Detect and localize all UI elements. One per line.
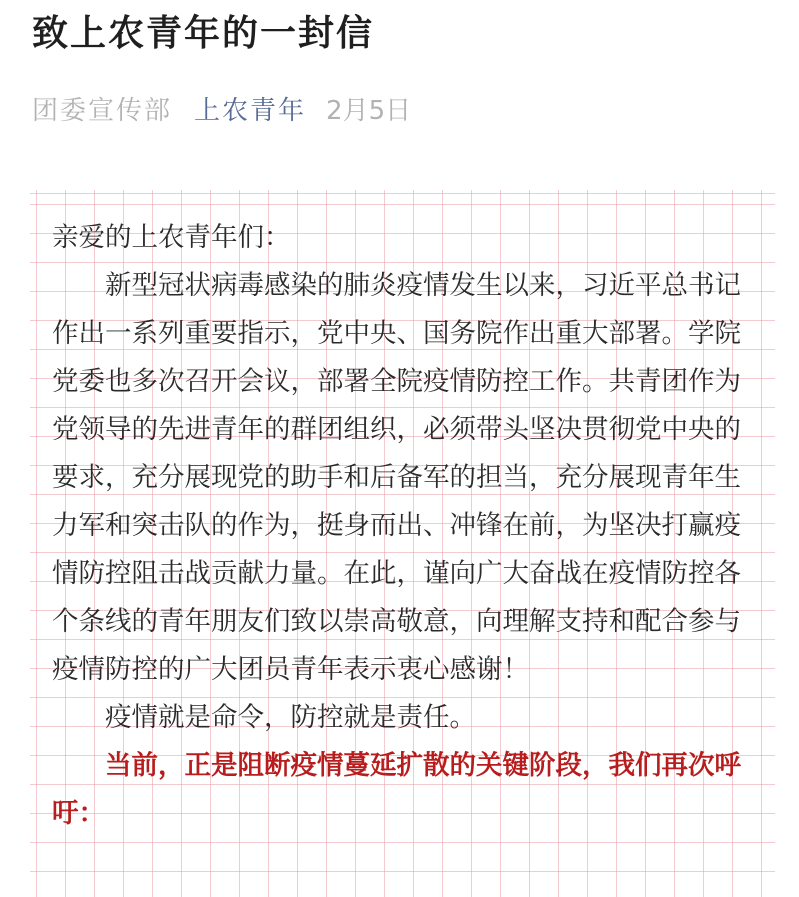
- article-title: 致上农青年的一封信: [32, 13, 375, 54]
- letter-paragraph: 疫情就是命令，防控就是责任。: [105, 702, 476, 733]
- letter-salutation: 亲爱的上农青年们：: [52, 222, 291, 253]
- letter-body: [52, 214, 752, 838]
- letter-emphasis-paragraph: 当前，正是阻断疫情蔓延扩散的关键阶段，我们再次呼吁：: [52, 750, 741, 829]
- article-meta: [32, 88, 411, 128]
- author-name: 团委宣传部: [32, 95, 173, 126]
- account-link[interactable]: 上农青年: [194, 95, 307, 126]
- letter-paper: [30, 190, 775, 897]
- publish-date: 2月5日: [326, 95, 412, 126]
- letter-paragraph: 新型冠状病毒感染的肺炎疫情发生以来，习近平总书记作出一系列重要指示，党中央、国务院作出重大部署。学院党委也多次召开会议，部署全院疫情防控工作。共青团作为党领导的先进青年的群团组织，必须带头坚决贯彻党中央的要求，充分展现党的助手和后备军的担当，充分展现青年生力军和突击队的作为，挺身而出、冲锋在前，为坚决打赢疫情防控阻击战贡献力量。在此，谨向广大奋战在疫情防控各个条线的青年朋友们致以崇高敬意，向理解支持和配合参与疫情防控的广大团员青年表示衷心感谢！: [52, 270, 741, 685]
